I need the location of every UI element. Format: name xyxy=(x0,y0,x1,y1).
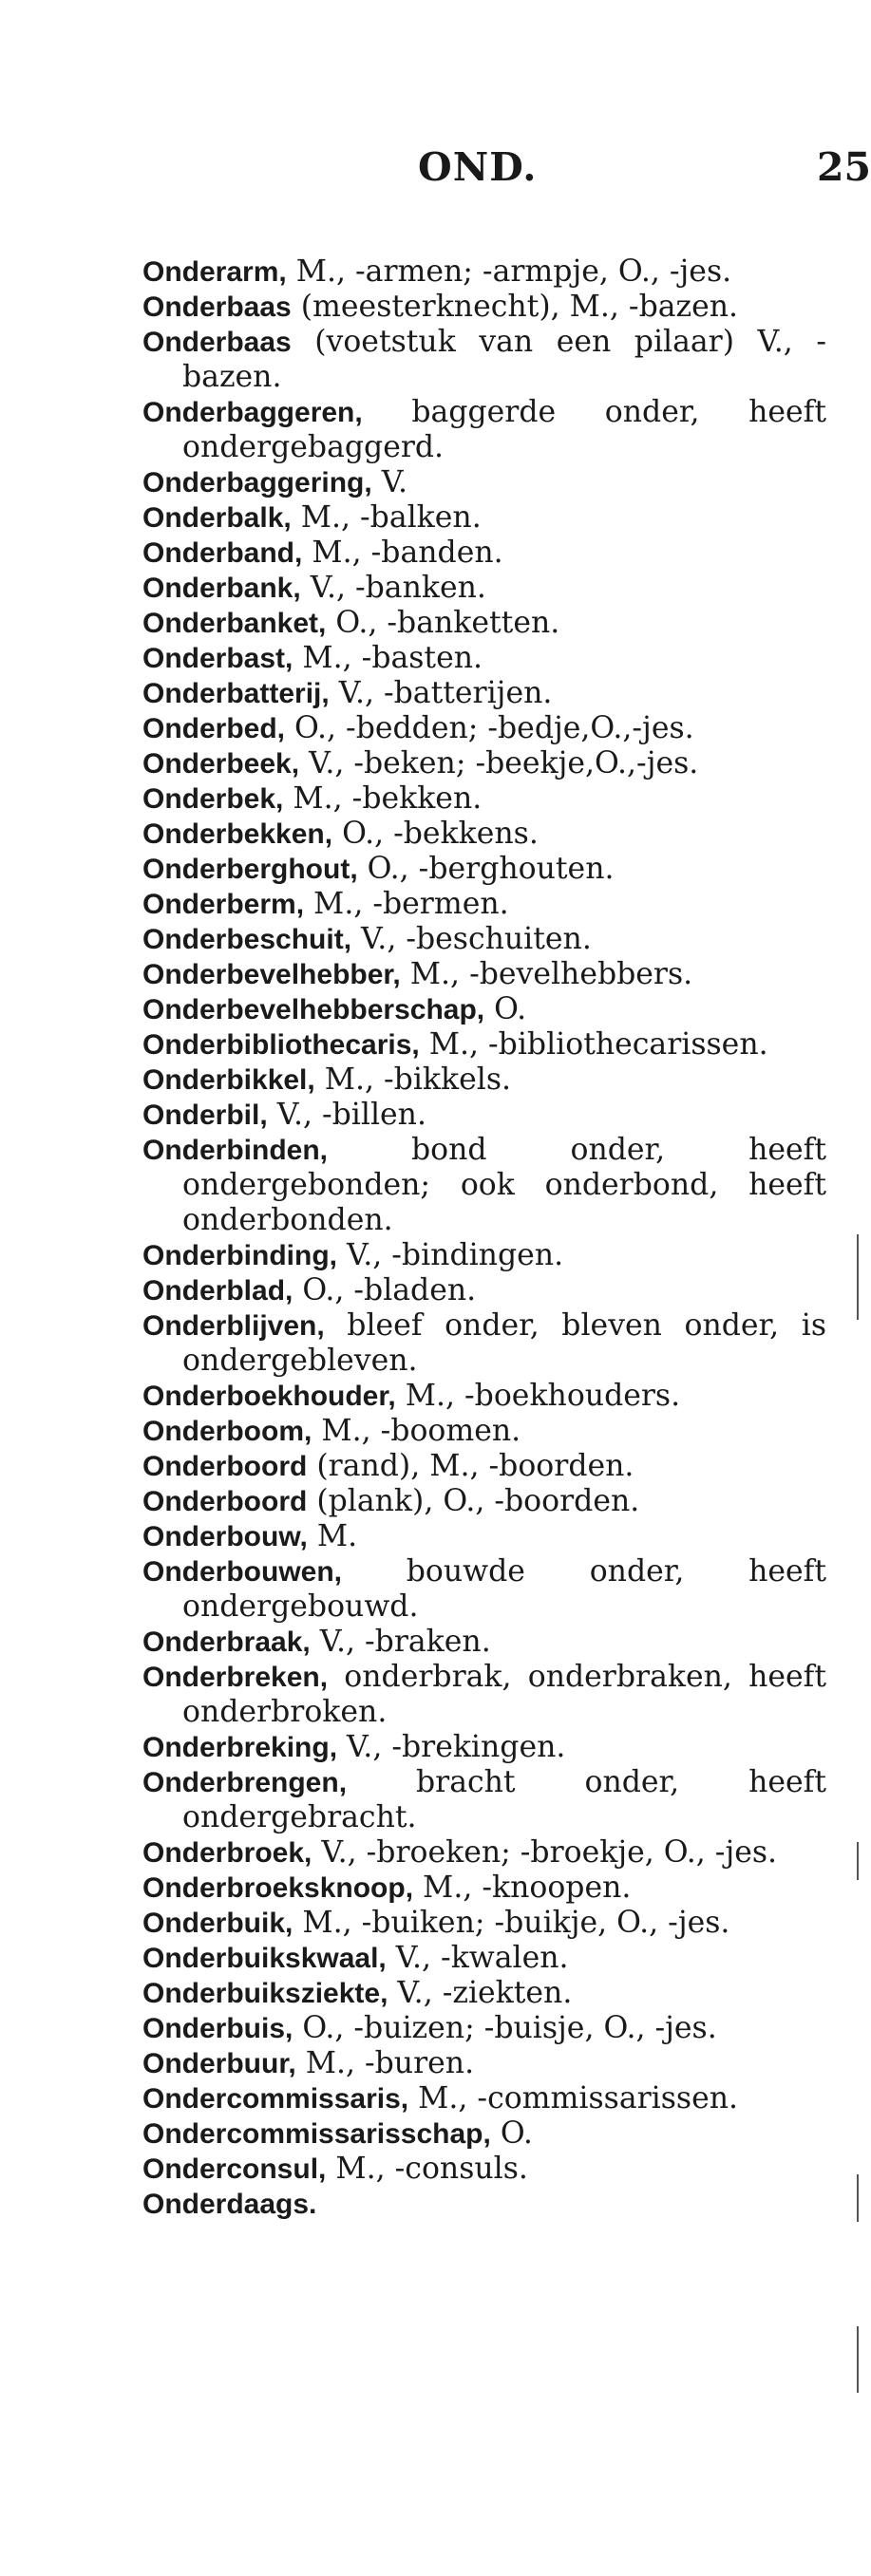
entry-definition: M., -buren. xyxy=(295,2046,475,2080)
dictionary-entry xyxy=(142,1906,826,1941)
entry-headword: Onderbrengen, xyxy=(142,1767,348,1798)
entry-headword: Onderbuikskwaal, xyxy=(142,1943,387,1974)
entry-headword: Onderboom, xyxy=(142,1416,312,1447)
entry-headword: Onderbreking, xyxy=(142,1732,338,1763)
entry-definition: M., -boomen. xyxy=(312,1414,521,1448)
entry-headword: Onderbuur, xyxy=(142,2048,296,2079)
dictionary-entry xyxy=(142,922,826,957)
entry-headword: Onderbanket, xyxy=(142,608,327,639)
entry-headword: Onderdaags. xyxy=(142,2189,317,2220)
entry-definition: M., -bevelhebbers. xyxy=(400,957,693,991)
entry-headword: Onderbeschuit, xyxy=(142,924,352,955)
entry-headword: Onderbuis, xyxy=(142,2013,293,2044)
dictionary-entry xyxy=(142,1308,826,1379)
entry-definition: V., -kwalen. xyxy=(386,1941,569,1975)
entry-headword: Onderbevelhebber, xyxy=(142,959,401,990)
entry-headword: Onderbil, xyxy=(142,1100,268,1131)
dictionary-entry xyxy=(142,2116,826,2152)
entry-definition: V., -broeken; -broekje, O., -jes. xyxy=(312,1835,778,1870)
dictionary-entry xyxy=(142,1238,826,1273)
entry-definition: O. xyxy=(490,2116,533,2151)
entry-definition: M., -boekhouders. xyxy=(395,1379,681,1413)
dictionary-entry xyxy=(142,254,826,290)
entry-definition: O., -bladen. xyxy=(293,1273,477,1307)
dictionary-entry xyxy=(142,2187,826,2222)
entry-headword: Onderberghout, xyxy=(142,854,358,885)
entry-headword: Onderbekken, xyxy=(142,818,333,850)
entry-headword: Onderbevelhebberschap, xyxy=(142,994,485,1025)
dictionary-entry xyxy=(142,887,826,922)
entry-headword: Ondercommissaris, xyxy=(142,2083,409,2115)
entry-definition: M. xyxy=(307,1519,358,1553)
dictionary-entry xyxy=(142,676,826,711)
dictionary-entry xyxy=(142,992,826,1027)
scan-edge-mark xyxy=(857,2174,859,2222)
entry-headword: Onderbinding, xyxy=(142,1240,337,1271)
page-number: 25 xyxy=(817,144,871,190)
entry-definition: M., -knoopen. xyxy=(413,1871,632,1905)
entry-definition: onderbrak, onderbraken, heeft onderbroken. xyxy=(182,1660,826,1729)
entry-headword: Onderbroek, xyxy=(142,1837,312,1869)
page-header xyxy=(0,144,871,201)
entry-headword: Onderbaas xyxy=(142,327,292,358)
entry-headword: Onderboord xyxy=(142,1451,308,1482)
dictionary-entry xyxy=(142,1871,826,1906)
dictionary-entry xyxy=(142,1273,826,1308)
entry-definition: O., -buizen; -buisje, O., -jes. xyxy=(293,2011,717,2045)
dictionary-entry xyxy=(142,571,826,606)
entry-definition: M., -consuls. xyxy=(326,2152,528,2186)
entry-definition: (meesterknecht), M., -bazen. xyxy=(291,290,739,324)
entry-headword: Onderbinden, xyxy=(142,1135,328,1166)
entry-definition: V., -billen. xyxy=(267,1098,426,1132)
entry-definition: baggerde onder, heeft ondergebaggerd. xyxy=(182,395,826,464)
entry-headword: Onderbaggeren, xyxy=(142,397,363,428)
dictionary-entry xyxy=(142,1765,826,1835)
entry-definition: V. xyxy=(371,465,407,499)
dictionary-entry xyxy=(142,957,826,992)
dictionary-entry xyxy=(142,290,826,325)
entry-definition: (voetstuk van een pilaar) V., -bazen. xyxy=(182,325,826,394)
entry-headword: Onderbast, xyxy=(142,643,293,674)
entry-headword: Onderbibliothecaris, xyxy=(142,1029,420,1061)
dictionary-entry xyxy=(142,817,826,852)
dictionary-entry xyxy=(142,1660,826,1730)
dictionary-entry xyxy=(142,1835,826,1871)
dictionary-entry xyxy=(142,711,826,746)
entry-headword: Onderbuik, xyxy=(142,1908,293,1939)
entry-definition: bleef onder, bleven onder, is ondergebleven. xyxy=(182,1308,826,1378)
entry-definition: bracht onder, heeft ondergebracht. xyxy=(182,1765,826,1834)
entry-headword: Onderbreken, xyxy=(142,1662,329,1693)
entry-headword: Onderboekhouder, xyxy=(142,1381,396,1412)
entry-definition: V., -batterijen. xyxy=(329,676,553,710)
dictionary-entry xyxy=(142,1625,826,1660)
entry-definition: V., -braken. xyxy=(310,1625,491,1659)
dictionary-entry xyxy=(142,465,826,500)
entry-definition: bouwde onder, heeft ondergebouwd. xyxy=(182,1554,826,1624)
entry-definition: V., -brekingen. xyxy=(337,1730,566,1764)
dictionary-entry xyxy=(142,2046,826,2081)
entry-headword: Ondercommissarisschap, xyxy=(142,2118,491,2150)
entry-definition: O., -berghouten. xyxy=(357,852,615,886)
entry-headword: Onderbek, xyxy=(142,783,284,815)
entry-definition: M., -armen; -armpje, O., -jes. xyxy=(286,254,732,289)
dictionary-entry xyxy=(142,1730,826,1765)
entry-definition: M., -balken. xyxy=(291,500,482,535)
dictionary-entry xyxy=(142,2152,826,2187)
dictionary-entry xyxy=(142,1554,826,1625)
dictionary-entry xyxy=(142,1414,826,1449)
dictionary-entry xyxy=(142,1062,826,1098)
entry-definition: O., -banketten. xyxy=(326,606,560,640)
entry-definition: (plank), O., -boorden. xyxy=(307,1484,640,1518)
dictionary-entry xyxy=(142,1941,826,1976)
dictionary-entry xyxy=(142,1027,826,1062)
entry-headword: Onderconsul, xyxy=(142,2153,327,2185)
dictionary-entry xyxy=(142,1976,826,2011)
scan-edge-mark xyxy=(857,1842,859,1880)
dictionary-entry xyxy=(142,852,826,887)
entry-definition: M., -bibliothecarissen. xyxy=(419,1027,768,1062)
entry-headword: Onderbouwen, xyxy=(142,1556,342,1588)
dictionary-entry xyxy=(142,1519,826,1554)
entry-definition: M., -bikkels. xyxy=(314,1062,511,1097)
dictionary-entry xyxy=(142,500,826,536)
entry-definition: O., -bedden; -bedje,O.,-jes. xyxy=(285,711,694,745)
entry-definition: V., -beken; -beekje,O.,-jes. xyxy=(299,746,699,780)
entry-headword: Onderblijven, xyxy=(142,1310,325,1342)
entry-headword: Onderbatterij, xyxy=(142,678,330,709)
dictionary-entry xyxy=(142,641,826,676)
entry-headword: Onderbroeksknoop, xyxy=(142,1872,414,1904)
entry-definition: M., -commissarissen. xyxy=(408,2081,739,2115)
entry-headword: Onderberm, xyxy=(142,889,305,920)
scan-edge-mark xyxy=(857,2326,859,2393)
entry-definition: M., -buiken; -buikje, O., -jes. xyxy=(293,1906,730,1940)
entry-definition: V., -beschuiten. xyxy=(351,922,592,956)
dictionary-entry xyxy=(142,2081,826,2116)
dictionary-entry xyxy=(142,606,826,641)
entry-definition: O. xyxy=(484,992,527,1026)
entry-definition: V., -ziekten. xyxy=(388,1976,573,2010)
entry-definition: V., -banken. xyxy=(300,571,486,605)
entry-headword: Onderbaas xyxy=(142,291,292,323)
dictionary-entry xyxy=(142,1133,826,1238)
dictionary-entry xyxy=(142,1449,826,1484)
dictionary-entry xyxy=(142,2011,826,2046)
entry-headword: Onderbalk, xyxy=(142,502,292,534)
entry-headword: Onderbouw, xyxy=(142,1521,308,1552)
scan-edge-mark xyxy=(857,1234,859,1320)
dictionary-entry xyxy=(142,325,826,395)
entry-headword: Onderbank, xyxy=(142,573,301,604)
entry-headword: Onderblad, xyxy=(142,1275,293,1307)
dictionary-entry xyxy=(142,1484,826,1519)
entry-headword: Onderbraak, xyxy=(142,1626,311,1658)
entry-headword: Onderbeek, xyxy=(142,748,300,780)
entry-headword: Onderbaggering, xyxy=(142,467,372,498)
dictionary-entry-list xyxy=(142,254,826,2222)
entry-definition: (rand), M., -boorden. xyxy=(307,1449,634,1483)
entry-headword: Onderband, xyxy=(142,537,303,569)
entry-definition: M., -bermen. xyxy=(304,887,509,921)
dictionary-entry xyxy=(142,395,826,465)
dictionary-entry xyxy=(142,1098,826,1133)
entry-definition: bond onder, heeft ondergebonden; ook onderbond, heeft onderbonden. xyxy=(182,1133,826,1237)
dictionary-entry xyxy=(142,1379,826,1414)
entry-headword: Onderbed, xyxy=(142,713,286,744)
dictionary-entry xyxy=(142,781,826,817)
dictionary-entry xyxy=(142,746,826,781)
entry-headword: Onderboord xyxy=(142,1486,308,1517)
dictionary-entry xyxy=(142,536,826,571)
entry-definition: O., -bekkens. xyxy=(332,817,539,851)
entry-definition: M., -basten. xyxy=(293,641,483,675)
entry-definition: M., -banden. xyxy=(302,536,503,570)
entry-definition: M., -bekken. xyxy=(283,781,483,816)
entry-headword: Onderbikkel, xyxy=(142,1064,315,1096)
entry-headword: Onderbuiksziekte, xyxy=(142,1978,388,2009)
entry-definition: V., -bindingen. xyxy=(336,1238,564,1272)
entry-headword: Onderarm, xyxy=(142,256,287,288)
running-head: OND. xyxy=(418,144,538,190)
